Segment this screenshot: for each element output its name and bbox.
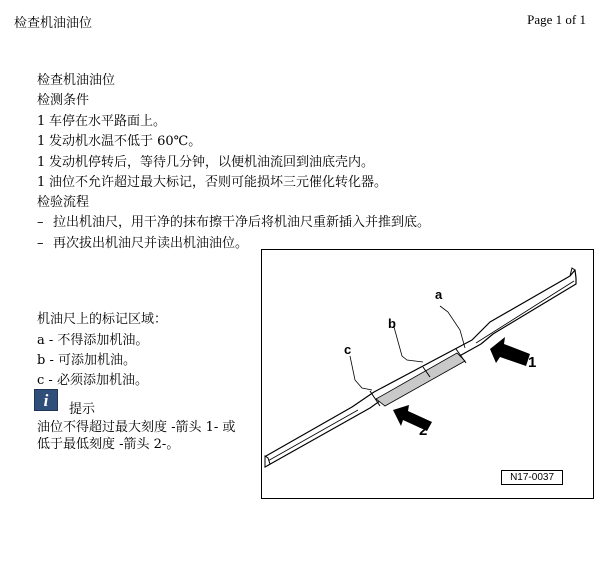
procedure-title: 检验流程 bbox=[37, 195, 90, 210]
condition-text: 发动机水温不低于 60℃。 bbox=[49, 134, 202, 149]
leader-c bbox=[350, 356, 372, 390]
step-text: 再次拔出机油尺并读出机油油位。 bbox=[53, 236, 249, 251]
procedure-step bbox=[37, 232, 248, 251]
label-a: a bbox=[435, 287, 443, 302]
section-heading: 检查机油油位 bbox=[37, 73, 116, 88]
figure-code: N17-0037 bbox=[501, 470, 563, 485]
condition-marker: 1 bbox=[37, 134, 46, 149]
note-line-1: 油位不得超过最大刻度 -箭头 1- 或 bbox=[37, 420, 236, 435]
page-indicator: Page 1 of 1 bbox=[527, 12, 586, 27]
mark-item-b: b - 可添加机油。 bbox=[37, 353, 136, 368]
condition-marker: 1 bbox=[37, 155, 46, 170]
info-icon: i bbox=[34, 389, 58, 411]
dipstick-illustration bbox=[262, 250, 595, 500]
step-marker: – bbox=[37, 236, 44, 251]
condition-text: 发动机停转后，等待几分钟，以便机油流回到油底壳内。 bbox=[49, 155, 375, 170]
leader-b bbox=[394, 327, 423, 362]
step-text: 拉出机油尺，用干净的抹布擦干净后将机油尺重新插入并推到底。 bbox=[53, 215, 431, 230]
condition-item bbox=[37, 110, 166, 129]
condition-marker: 1 bbox=[37, 114, 46, 129]
label-b: b bbox=[388, 316, 396, 331]
label-arrow-1: 1 bbox=[528, 354, 537, 371]
header-title: 检查机油油位 bbox=[14, 16, 93, 31]
dipstick-figure bbox=[261, 249, 594, 499]
mark-item-c: c - 必须添加机油。 bbox=[37, 373, 148, 388]
oil-level-zone bbox=[376, 353, 465, 406]
leader-a bbox=[440, 306, 465, 348]
marks-title: 机油尺上的标记区域： bbox=[37, 312, 168, 327]
condition-marker: 1 bbox=[37, 175, 46, 190]
condition-item bbox=[37, 130, 201, 149]
condition-item bbox=[37, 171, 387, 190]
condition-item bbox=[37, 151, 374, 170]
note-label: 提示 bbox=[69, 402, 96, 417]
condition-text: 油位不允许超过最大标记，否则可能损坏三元催化转化器。 bbox=[49, 175, 388, 190]
arrow-1-icon bbox=[490, 337, 530, 366]
procedure-step bbox=[37, 211, 430, 230]
note-line-2: 低于最低刻度 -箭头 2-。 bbox=[37, 437, 180, 452]
label-arrow-2: 2 bbox=[419, 422, 428, 439]
condition-text: 车停在水平路面上。 bbox=[49, 114, 167, 129]
mark-item-a: a - 不得添加机油。 bbox=[37, 333, 149, 348]
conditions-title: 检测条件 bbox=[37, 93, 90, 108]
label-c: c bbox=[344, 342, 352, 357]
step-marker: – bbox=[37, 215, 44, 230]
